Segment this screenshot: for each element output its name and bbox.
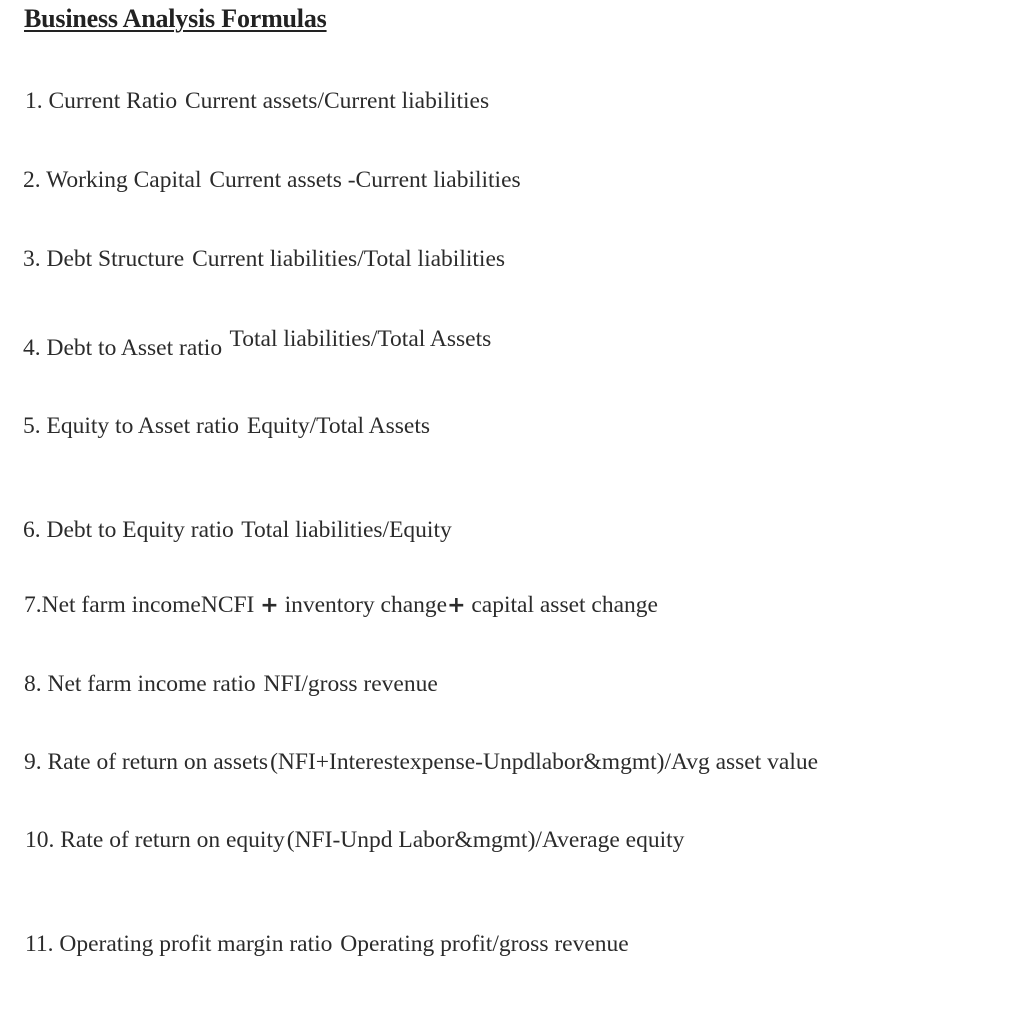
formula-term: 9. Rate of return on assets xyxy=(24,749,269,775)
formula-term: 1. Current Ratio xyxy=(25,88,178,114)
formula-term: 10. Rate of return on equity xyxy=(25,827,285,853)
formula-part-capital-asset-change: capital asset change xyxy=(471,592,658,618)
formula-expression: Operating profit/gross revenue xyxy=(340,931,629,957)
plus-operator: + xyxy=(260,593,279,618)
formula-expression: (NFI-Unpd Labor&mgmt)/Average equity xyxy=(286,827,685,853)
formula-term: 8. Net farm income ratio xyxy=(24,671,256,697)
formula-expression: (NFI+Interestexpense-Unpdlabor&mgmt)/Avg asset value xyxy=(270,749,819,775)
formula-expression: NFI/gross revenue xyxy=(263,671,438,697)
formula-row-debt-to-equity xyxy=(23,519,452,543)
formula-expression: Current liabilities/Total liabilities xyxy=(192,246,506,272)
plus-operator: + xyxy=(447,593,466,618)
formula-row-current-ratio xyxy=(25,90,489,114)
formula-term: 3. Debt Structure xyxy=(23,246,185,272)
formula-row-operating-profit-margin xyxy=(25,933,629,957)
formula-row-return-on-assets xyxy=(24,751,818,775)
formula-term: 5. Equity to Asset ratio xyxy=(23,413,240,439)
formula-expression: Total liabilities/Equity xyxy=(241,517,452,543)
formula-row-net-farm-income xyxy=(24,594,658,618)
page-title: Business Analysis Formulas xyxy=(24,4,327,33)
formula-term: 7.Net farm income xyxy=(24,592,201,618)
formula-expression: Total liabilities/Total Assets xyxy=(229,326,492,352)
formula-part-inventory-change: inventory change xyxy=(284,592,448,618)
formula-row-return-on-equity xyxy=(25,829,684,853)
formula-row-debt-structure xyxy=(23,248,505,272)
formula-row-debt-to-asset xyxy=(23,326,492,361)
formula-row-net-farm-income-ratio xyxy=(24,673,438,697)
formula-part-ncfi: NCFI xyxy=(200,592,255,618)
formula-term: 4. Debt to Asset ratio xyxy=(23,335,223,361)
formula-expression: Current assets -Current liabilities xyxy=(209,167,521,193)
formula-row-working-capital xyxy=(23,169,521,193)
formula-term: 2. Working Capital xyxy=(23,167,202,193)
formula-term: 6. Debt to Equity ratio xyxy=(23,517,234,543)
formula-row-equity-to-asset xyxy=(23,415,430,439)
formula-term: 11. Operating profit margin ratio xyxy=(25,931,333,957)
formula-expression: Current assets/Current liabilities xyxy=(184,88,490,114)
formula-expression: Equity/Total Assets xyxy=(246,413,431,439)
